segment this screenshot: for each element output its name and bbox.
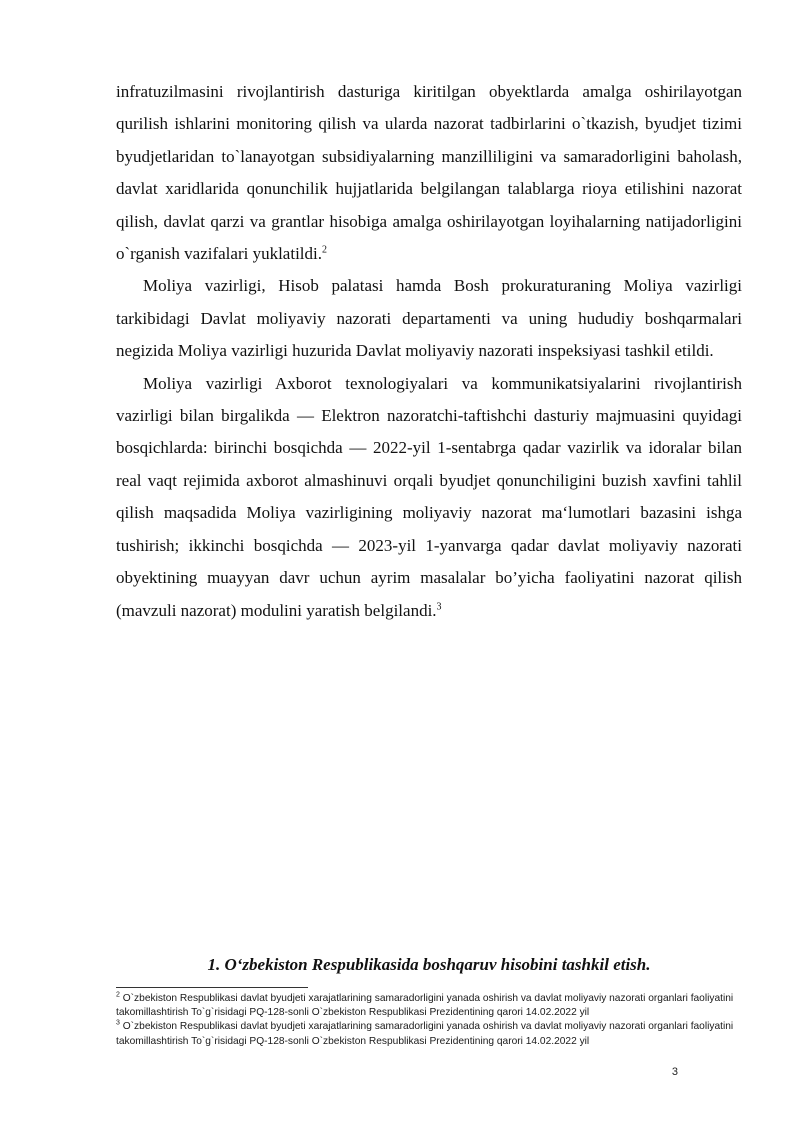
paragraph-continuation [116, 76, 742, 270]
section-heading: 1. O‘zbekiston Respublikasida boshqaruv hisobini tashkil etish. [207, 955, 651, 974]
footnotes [116, 992, 746, 1049]
footnote-text: O`zbekiston Respublikasi davlat byudjeti xarajatlarining samaradorligini yanada oshirish va davlat moliyaviy nazorati organlari faoliyatini takomillashtirish To`g`risidagi PQ-128-sonli O`zbekiston Respublikasi Prezidentining qarori 14.02.2022 yil [116, 993, 734, 1019]
footnote [116, 1020, 746, 1048]
paragraph [116, 270, 742, 367]
footnote [116, 992, 746, 1020]
paragraph-text: Moliya vazirligi Axborot texnologiyalari va kommunikatsiyalarini rivojlantirish vazirligi bilan birgalikda — Elektron nazoratchi-taftishchi dasturiy majmuasini quyidagi bosqichlarda: birinchi bosqichda — 2022-yil 1-sentabrga qadar vazirlik va idoralar bilan real vaqt rejimida axborot almashinuvi orqali byudjet qonunchiligini buzish xavfini tahlil qilish maqsadida Moliya vazirligining moliyaviy nazorat ma‘lumotlari bazasini ishga tushirish; ikkinchi bosqichda — 2023-yil 1-yanvarga qadar davlat moliyaviy nazorati obyektining muayyan davr uchun ayrim masalalar bo’yicha faoliyatini nazorat qilish (mavzuli nazorat) modulini yaratish belgilandi. [116, 373, 742, 620]
footnote-text: O`zbekiston Respublikasi davlat byudjeti xarajatlarining samaradorligini yanada oshirish va davlat moliyaviy nazorati organlari faoliyatini takomillashtirish To`g`risidagi PQ-128-sonli O`zbekiston Respublikasi Prezidentining qarori 14.02.2022 yil [116, 1021, 734, 1047]
footnote-separator [116, 987, 308, 988]
paragraph-text: Moliya vazirligi, Hisob palatasi hamda Bosh prokuraturaning Moliya vazirligi tarkibidagi Davlat moliyaviy nazorati departamenti va uning hududiy boshqarmalari negizida Moliya vazirligi huzurida Davlat moliyaviy nazorati inspeksiyasi tashkil etildi. [116, 276, 742, 361]
footnote-mark: 2 [116, 991, 120, 999]
footnote-reference[interactable]: 2 [321, 244, 327, 256]
footnote-mark: 3 [116, 1020, 120, 1028]
page-number: 3 [671, 1066, 678, 1078]
paragraph-text: infratuzilmasini rivojlantirish dasturiga kiritilgan obyektlarda amalga oshirilayotgan qurilish ishlarini monitoring qilish va ularda nazorat tadbirlarini o`tkazish, byudjet tizimi byudjetlaridan to`lanayotgan subsidiyalarning manzilliligini va samaradorligini baholash, davlat xaridlarida qonunchilik hujjatlarida belgilangan talablarga rioya etilishini nazorat qilish, davlat qarzi va grantlar hisobiga amalga oshirilayotgan loyihalarning natijadorligini o`rganish vazifalari yuklatildi. [116, 82, 742, 264]
paragraph [116, 368, 742, 627]
footnote-reference[interactable]: 3 [436, 600, 442, 612]
body-text [116, 76, 742, 627]
